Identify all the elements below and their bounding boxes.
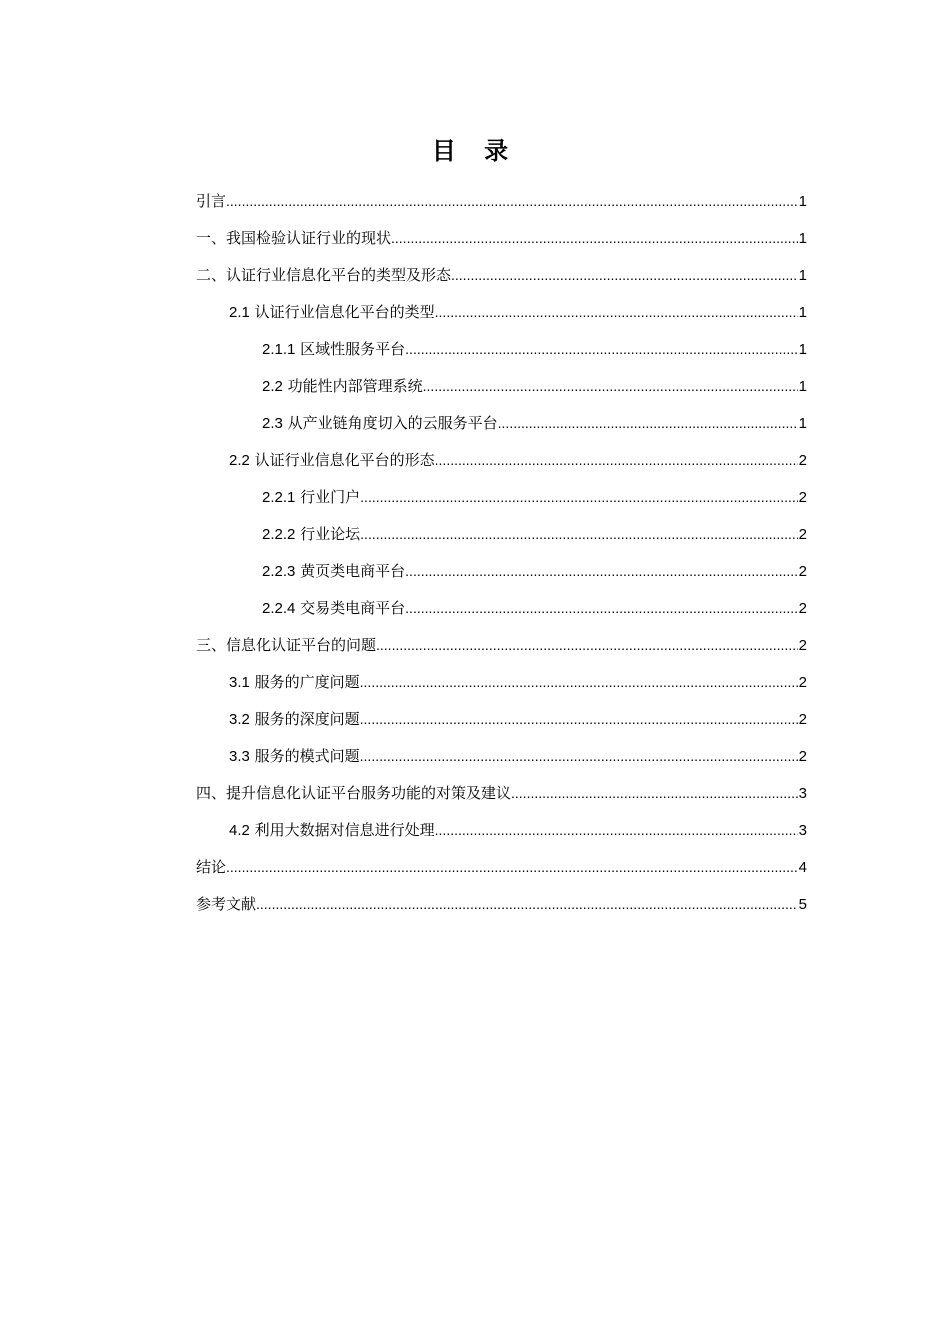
toc-entry-label (196, 627, 376, 664)
toc-page-number: 2 (798, 489, 807, 506)
toc-entry[interactable] (196, 886, 807, 923)
toc-entry-text: 引言 (196, 192, 227, 210)
toc-title: 目 录 (431, 137, 519, 165)
toc-entry-label (229, 442, 435, 479)
toc-entry-label (229, 664, 360, 701)
toc-entry-label (196, 775, 511, 812)
toc-dot-leader (435, 294, 798, 331)
toc-dot-leader (226, 183, 798, 220)
toc-entry-label (196, 257, 451, 294)
toc-dot-leader (405, 590, 797, 627)
toc-page-number: 2 (798, 674, 807, 691)
toc-entry-text: 服务的广度问题 (254, 673, 360, 691)
toc-entry[interactable] (196, 738, 807, 775)
toc-entry-label (229, 294, 435, 331)
toc-entry-number: 2.2.4 (262, 600, 296, 617)
toc-dot-leader (226, 849, 798, 886)
toc-entry-text: 行业门户 (300, 488, 361, 506)
toc-entry-label (229, 738, 360, 775)
toc-dot-leader (405, 331, 797, 368)
toc-entry-text: 认证行业信息化平台的类型 (254, 303, 435, 321)
toc-dot-leader (435, 812, 798, 849)
toc-page-number: 1 (798, 304, 807, 321)
toc-entry-label (196, 220, 391, 257)
toc-entry-text: 三、信息化认证平台的问题 (196, 636, 377, 654)
toc-entry-text: 服务的模式问题 (254, 747, 360, 765)
toc-entry-number: 2.2.3 (262, 563, 296, 580)
toc-entry-number: 2.2.1 (262, 489, 296, 506)
toc-page-number: 3 (798, 822, 807, 839)
toc-entry-label (262, 553, 405, 590)
toc-page-number: 5 (798, 896, 807, 913)
toc-page-number: 1 (798, 267, 807, 284)
toc-dot-leader (405, 553, 797, 590)
toc-entry[interactable] (196, 331, 807, 368)
toc-entry-label (196, 886, 256, 923)
toc-page-number: 2 (798, 563, 807, 580)
toc-entry[interactable] (196, 812, 807, 849)
toc-page-number: 2 (798, 637, 807, 654)
toc-page-number: 1 (798, 378, 807, 395)
toc-dot-leader (360, 701, 798, 738)
toc-entry-text: 交易类电商平台 (300, 599, 406, 617)
toc-entry[interactable] (196, 368, 807, 405)
toc-dot-leader (451, 257, 798, 294)
toc-entry-text: 功能性内部管理系统 (287, 377, 423, 395)
toc-entry-label (229, 812, 435, 849)
toc-entry-text: 四、提升信息化认证平台服务功能的对策及建议 (196, 784, 512, 802)
toc-dot-leader (360, 664, 798, 701)
toc-dot-leader (360, 738, 798, 775)
toc-entry-text: 从产业链角度切入的云服务平台 (287, 414, 498, 432)
toc-entry-text: 区域性服务平台 (300, 340, 406, 358)
toc-entry-text: 利用大数据对信息进行处理 (254, 821, 435, 839)
toc-entry-text: 行业论坛 (300, 525, 361, 543)
toc-entry-number: 3.2 (229, 711, 250, 728)
toc-dot-leader (435, 442, 798, 479)
toc-entry-text: 服务的深度问题 (254, 710, 360, 728)
toc-entry-label (196, 183, 226, 220)
toc-entry-label (262, 516, 360, 553)
toc-entry-text: 认证行业信息化平台的形态 (254, 451, 435, 469)
toc-dot-leader (391, 220, 798, 257)
toc-entry[interactable] (196, 664, 807, 701)
toc-entry[interactable] (196, 257, 807, 294)
toc-entry-text: 一、我国检验认证行业的现状 (196, 229, 392, 247)
toc-dot-leader (360, 479, 797, 516)
toc-entry[interactable] (196, 627, 807, 664)
toc-entry-number: 2.1.1 (262, 341, 296, 358)
toc-page-number: 1 (798, 230, 807, 247)
toc-entry-number: 3.1 (229, 674, 250, 691)
toc-list (196, 183, 807, 923)
toc-entry[interactable] (196, 553, 807, 590)
toc-entry-number: 2.2 (262, 378, 283, 395)
toc-entry[interactable] (196, 775, 807, 812)
toc-page-number: 2 (798, 600, 807, 617)
toc-entry[interactable] (196, 516, 807, 553)
toc-entry-number: 4.2 (229, 822, 250, 839)
toc-entry[interactable] (196, 849, 807, 886)
toc-page-number: 2 (798, 711, 807, 728)
toc-page-number: 1 (798, 193, 807, 210)
toc-entry[interactable] (196, 405, 807, 442)
toc-entry-label (262, 405, 498, 442)
toc-entry-text: 二、认证行业信息化平台的类型及形态 (196, 266, 452, 284)
toc-entry[interactable] (196, 294, 807, 331)
toc-entry-label (262, 479, 360, 516)
toc-page-number: 3 (798, 785, 807, 802)
toc-page-number: 1 (798, 415, 807, 432)
toc-dot-leader (498, 405, 798, 442)
toc-entry-label (262, 368, 423, 405)
toc-entry[interactable] (196, 479, 807, 516)
toc-entry[interactable] (196, 590, 807, 627)
toc-entry-label (229, 701, 360, 738)
toc-entry[interactable] (196, 220, 807, 257)
toc-entry-number: 2.2.2 (262, 526, 296, 543)
toc-entry-number: 2.1 (229, 304, 250, 321)
toc-dot-leader (511, 775, 798, 812)
toc-page-number: 2 (798, 452, 807, 469)
toc-entry-number: 3.3 (229, 748, 250, 765)
toc-entry-text: 参考文献 (196, 895, 257, 913)
toc-entry-text: 结论 (196, 858, 227, 876)
toc-dot-leader (256, 886, 798, 923)
toc-page-number: 4 (798, 859, 807, 876)
toc-entry-label (262, 331, 405, 368)
toc-entry-label (196, 849, 226, 886)
toc-entry[interactable] (196, 442, 807, 479)
toc-entry-label (262, 590, 405, 627)
toc-page-number: 1 (798, 341, 807, 358)
toc-dot-leader (423, 368, 798, 405)
toc-dot-leader (376, 627, 798, 664)
toc-page-number: 2 (798, 748, 807, 765)
toc-entry[interactable] (196, 183, 807, 220)
toc-entry[interactable] (196, 701, 807, 738)
toc-entry-number: 2.2 (229, 452, 250, 469)
toc-dot-leader (360, 516, 797, 553)
toc-entry-number: 2.3 (262, 415, 283, 432)
toc-page-number: 2 (798, 526, 807, 543)
toc-entry-text: 黄页类电商平台 (300, 562, 406, 580)
